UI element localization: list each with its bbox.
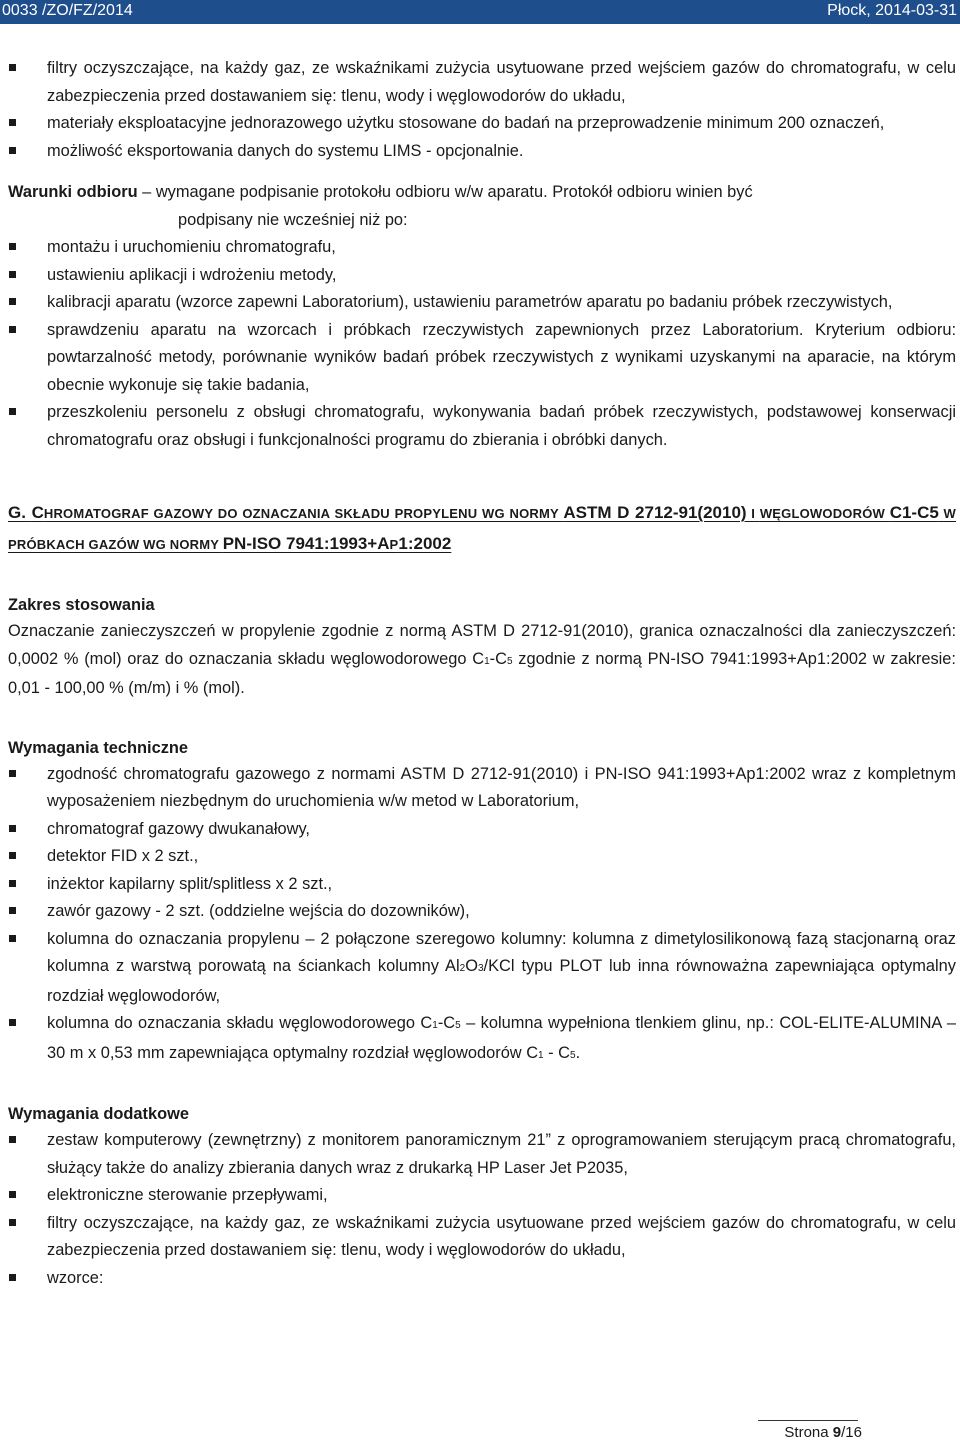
additional-requirements-heading: Wymagania dodatkowe — [8, 1105, 189, 1123]
document-body — [8, 55, 956, 1292]
acceptance-list — [8, 234, 956, 454]
technical-requirements-list — [8, 761, 956, 1070]
acceptance-conditions-label: Warunki odbioru — [8, 183, 138, 201]
footer-rule — [758, 1420, 858, 1421]
scope-text: Oznaczanie zanieczyszczeń w propylenie zgodnie z normą ASTM D 2712-91(2010), granica oznaczalności dla zanieczyszczeń: 0,0002 % (mol) oraz do oznaczania składu węglowodorowego C1-C5 zgodnie z normą PN-ISO 7941:1993+Ap1:2002 w zakresie: 0,01 - 100,00 % (m/m) i % (mol). — [8, 622, 956, 697]
document-header — [0, 0, 960, 24]
list-item: ustawieniu aplikacji i wdrożeniu metody, — [8, 262, 956, 290]
document-reference: 0033 /ZO/FZ/2014 — [2, 2, 133, 19]
list-item: elektroniczne sterowanie przepływami, — [8, 1182, 956, 1210]
additional-requirements-list — [8, 1127, 956, 1292]
list-item: montażu i uruchomieniu chromatografu, — [8, 234, 956, 262]
list-item: zawór gazowy - 2 szt. (oddzielne wejścia do dozowników), — [8, 898, 956, 926]
list-item: kolumna do oznaczania propylenu – 2 połączone szeregowo kolumny: kolumna z dimetylosilikonową fazą stacjonarną oraz kolumna z warstwą porowatą na ściankach kolumny Al2O3/KCl typu PLOT lub inna równoważna zapewniająca optymalny rozdział węglowodorów, — [8, 926, 956, 1011]
list-item: zestaw komputerowy (zewnętrzny) z monitorem panoramicznym 21” z oprogramowaniem sterującym pracą chromatografu, służący także do analizy zbierania danych wraz z drukarką HP Laser Jet P2035, — [8, 1127, 956, 1182]
acceptance-conditions-text: wymagane podpisanie protokołu odbioru w/w aparatu. Protokół odbioru winien być — [155, 183, 753, 201]
list-item: inżektor kapilarny split/splitless x 2 szt., — [8, 871, 956, 899]
acceptance-conditions-continuation: podpisany nie wcześniej niż po: — [178, 210, 408, 229]
list-item: chromatograf gazowy dwukanałowy, — [8, 816, 956, 844]
acceptance-conditions: Warunki odbioru – wymagane podpisanie protokołu odbioru w/w aparatu. Protokół odbioru winien być podpisany nie wcześniej niż po: — [8, 179, 956, 234]
document-place-date: Płock, 2014-03-31 — [827, 2, 957, 19]
list-item: sprawdzeniu aparatu na wzorcach i próbkach rzeczywistych zapewnionych przez Laboratorium. Kryterium odbioru: powtarzalność metody, porównanie wyników badań próbek rzeczywistych z wynikami uzyskanymi na aparacie, na którym obecnie wykonuje się takie badania, — [8, 317, 956, 400]
equipment-list — [8, 55, 956, 165]
list-item: materiały eksploatacyjne jednorazowego użytku stosowane do badań na przeprowadzenie minimum 200 oznaczeń, — [8, 110, 956, 138]
section-title: G. CHROMATOGRAF GAZOWY DO OZNACZANIA SKŁADU PROPYLENU WG NORMY ASTM D 2712-91(2010) I WĘGLOWODORÓW C1-C5 W PRÓBKACH GAZÓW WG NORMY PN-ISO 7941:1993+AP1:2002 — [8, 503, 956, 553]
list-item: kolumna do oznaczania składu węglowodorowego C1-C5 – kolumna wypełniona tlenkiem glinu, np.: COL-ELITE-ALUMINA – 30 m x 0,53 mm zapewniająca optymalny rozdział węglowodorów C1 - C5. — [8, 1010, 956, 1069]
list-item: możliwość eksportowania danych do systemu LIMS - opcjonalnie. — [8, 138, 956, 166]
list-item: zgodność chromatografu gazowego z normami ASTM D 2712-91(2010) i PN-ISO 941:1993+Ap1:2002 wraz z kompletnym wyposażeniem niezbędnym do uruchomienia w/w metod w Laboratorium, — [8, 761, 956, 816]
list-item: wzorce: — [8, 1265, 956, 1293]
list-item: przeszkoleniu personelu z obsługi chromatografu, wykonywania badań próbek rzeczywistych, podstawowej konserwacji chromatografu oraz obsługi i funkcjonalności programu do zbierania i obróbki danych. — [8, 399, 956, 454]
technical-requirements-heading: Wymagania techniczne — [8, 738, 189, 757]
list-item: filtry oczyszczające, na każdy gaz, ze wskaźnikami zużycia usytuowane przed wejściem gazów do chromatografu, w celu zabezpieczenia przed dostawaniem się: tlenu, wody i węglowodorów do układu, — [8, 1210, 956, 1265]
page-number: Strona 9/16 — [784, 1424, 862, 1441]
list-item: detektor FID x 2 szt., — [8, 843, 956, 871]
list-item: kalibracji aparatu (wzorce zapewni Laboratorium), ustawieniu parametrów aparatu po badaniu próbek rzeczywistych, — [8, 289, 956, 317]
list-item: filtry oczyszczające, na każdy gaz, ze wskaźnikami zużycia usytuowane przed wejściem gazów do chromatografu, w celu zabezpieczenia przed dostawaniem się: tlenu, wody i węglowodorów do układu, — [8, 55, 956, 110]
scope-heading: Zakres stosowania — [8, 596, 155, 614]
